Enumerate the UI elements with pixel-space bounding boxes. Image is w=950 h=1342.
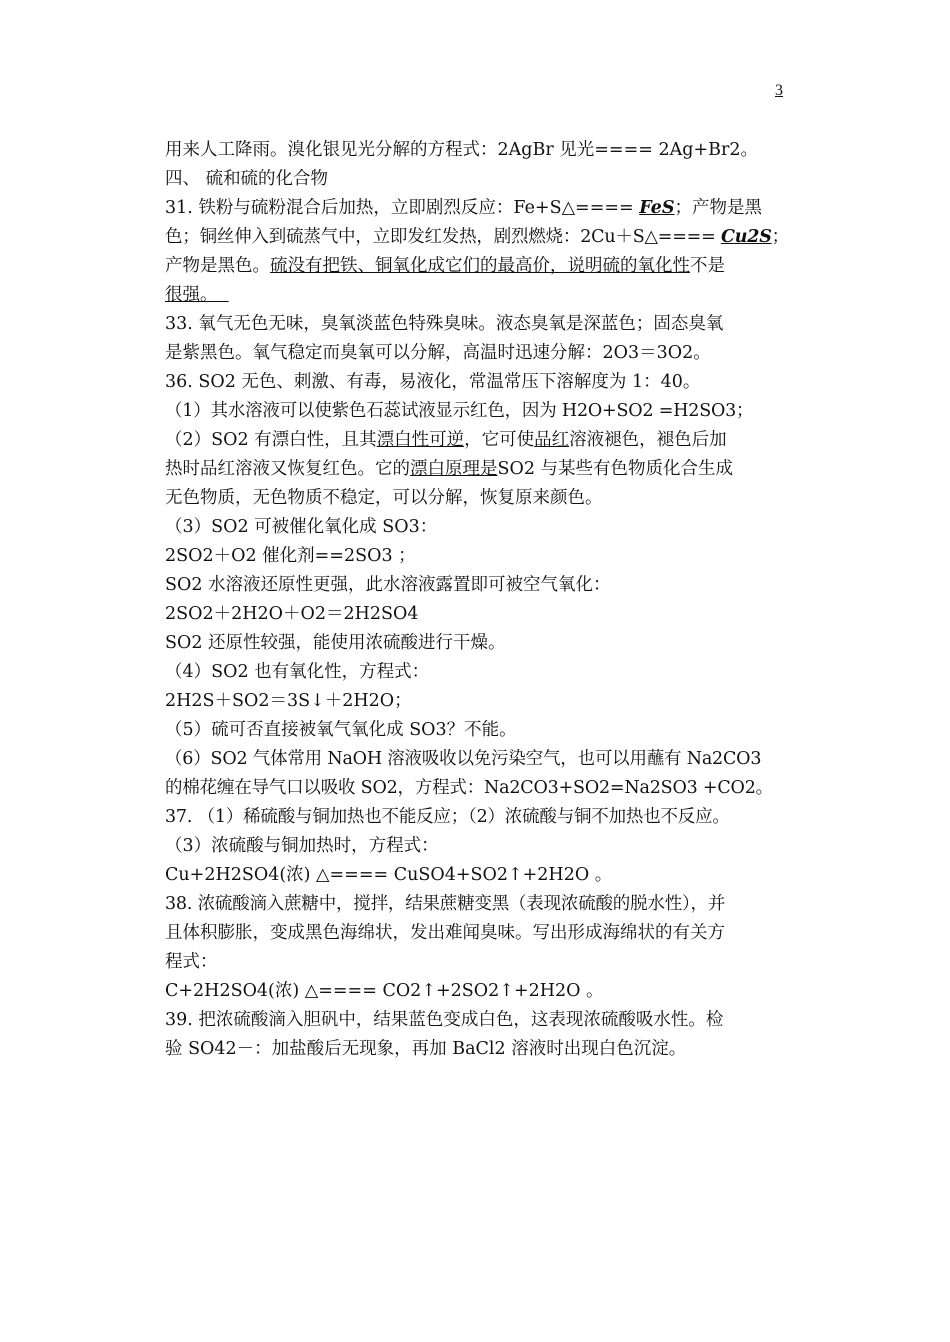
text-line: 用来人工降雨。溴化银见光分解的方程式：2AgBr 见光==== 2Ag+Br2。 <box>165 140 758 160</box>
text-line: 色；铜丝伸入到硫蒸气中，立即发红发热，剧烈燃烧：2Cu＋S△==== Cu2S； <box>165 227 789 247</box>
underlined-phrase: 很强。 <box>165 285 229 305</box>
text-line: （1）其水溶液可以使紫色石蕊试液显示红色，因为 H2O+SO2 =H2SO3； <box>165 401 754 421</box>
text-line: 程式： <box>165 952 218 972</box>
text-line: （3）浓硫酸与铜加热时，方程式： <box>165 836 439 856</box>
page-number: 3 <box>775 82 783 99</box>
answer-fes: FeS <box>639 198 675 218</box>
equation-line: 2SO2＋O2 催化剂==2SO3 ； <box>165 546 416 566</box>
underlined-phrase: 硫没有把铁、铜氧化成它们的最高价，说明硫的氧化性 <box>270 256 690 276</box>
answer-cu2s: Cu2S <box>720 227 772 247</box>
text-line: 31. 铁粉与硫粉混合后加热，立即剧烈反应：Fe+S△==== FeS；产物是黑 <box>165 198 763 218</box>
text-line: SO2 水溶液还原性更强，此水溶液露置即可被空气氧化： <box>165 575 611 595</box>
text-line <box>165 281 815 310</box>
text-line: （3）SO2 可被催化氧化成 SO3： <box>165 517 438 537</box>
text-line: （6）SO2 气体常用 NaOH 溶液吸收以免污染空气，也可以用蘸有 Na2CO3 <box>165 749 762 769</box>
text-line: 37. （1）稀硫酸与铜加热也不能反应；（2）浓硫酸与铜不加热也不反应。 <box>165 807 730 827</box>
text-line: 无色物质，无色物质不稳定，可以分解，恢复原来颜色。 <box>165 488 603 508</box>
text-line: 产物是黑色。硫没有把铁、铜氧化成它们的最高价，说明硫的氧化性不是 <box>165 256 725 276</box>
equation-line: 2SO2＋2H2O＋O2＝2H2SO4 <box>165 604 419 624</box>
text-line: 的棉花缠在导气口以吸收 SO2，方程式：Na2CO3+SO2=Na2SO3 +CO2。 <box>165 778 773 798</box>
text-line: 39. 把浓硫酸滴入胆矾中，结果蓝色变成白色，这表现浓硫酸吸水性。检 <box>165 1010 724 1030</box>
text-line: （2）SO2 有漂白性，且其漂白性可逆，它可使品红溶液褪色，褪色后加 <box>165 430 727 450</box>
underlined-phrase: 漂白原理是 <box>410 459 498 479</box>
text-line: 验 SO42－：加盐酸后无现象，再加 BaCl2 溶液时出现白色沉淀。 <box>165 1039 687 1059</box>
text-line: 热时品红溶液又恢复红色。它的漂白原理是SO2 与某些有色物质化合生成 <box>165 459 734 479</box>
text-line: （4）SO2 也有氧化性，方程式： <box>165 662 430 682</box>
equation-line: Cu+2H2SO4(浓) △==== CuSO4+SO2↑+2H2O 。 <box>165 865 613 885</box>
document-body <box>165 136 815 1064</box>
text-line: 33. 氧气无色无味，臭氧淡蓝色特殊臭味。液态臭氧是深蓝色；固态臭氧 <box>165 314 724 334</box>
equation-line: 2H2S＋SO2＝3S↓＋2H2O； <box>165 691 412 711</box>
text-line: SO2 还原性较强，能使用浓硫酸进行干燥。 <box>165 633 506 653</box>
text-line: 36. SO2 无色、刺激、有毒，易液化，常温常压下溶解度为 1：40。 <box>165 372 701 392</box>
section-heading: 四、 硫和硫的化合物 <box>165 169 329 189</box>
equation-line: C+2H2SO4(浓) △==== CO2↑+2SO2↑+2H2O 。 <box>165 981 604 1001</box>
underlined-phrase: 漂白性可逆 <box>376 430 465 450</box>
underlined-phrase: 品红 <box>534 430 570 450</box>
text-line: 38. 浓硫酸滴入蔗糖中，搅拌，结果蔗糖变黑（表现浓硫酸的脱水性），并 <box>165 894 726 914</box>
text-line: 是紫黑色。氧气稳定而臭氧可以分解，高温时迅速分解：2O3＝3O2。 <box>165 343 711 363</box>
text-line: （5）硫可否直接被氧气氧化成 SO3？不能。 <box>165 720 517 740</box>
text-line: 且体积膨胀，变成黑色海绵状，发出难闻臭味。写出形成海绵状的有关方 <box>165 923 725 943</box>
